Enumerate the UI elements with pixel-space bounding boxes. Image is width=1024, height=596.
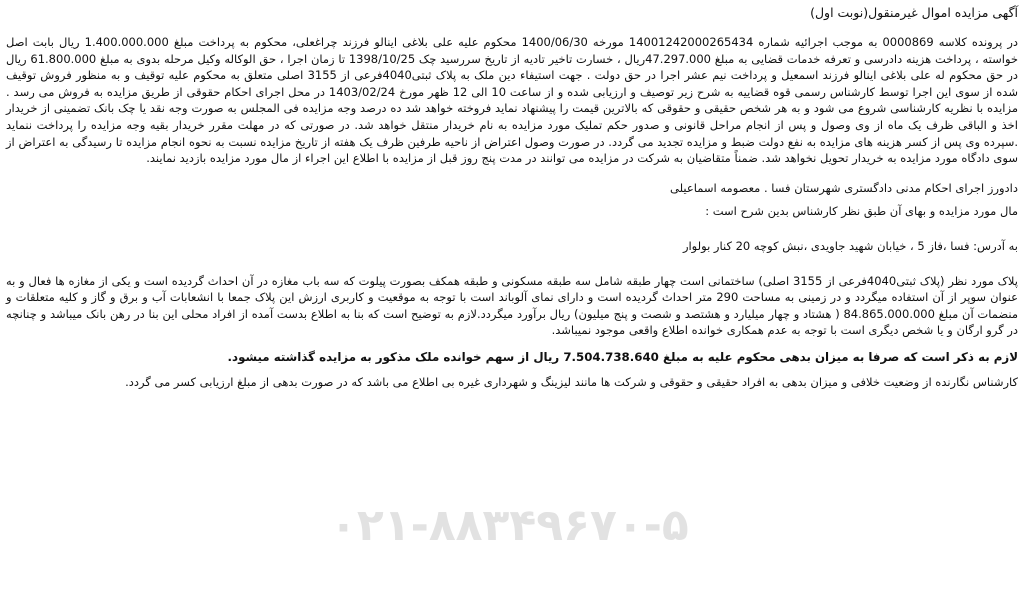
notice-main-paragraph: در پرونده کلاسه 0000869 به موجب اجرائیه شماره 14001242000265434 مورخه 1400/06/30 محکوم علیه علی بلاغی اینالو فرزند چراغعلی، محکوم به پرداخت مبلغ 1.400.000.000 ریال بابت اصل خواسته ، پرداخت هزینه دادرسی و تعرفه خدمات قضایی به مبلغ 47.297.000ریال ، خسارت تاخیر تادیه از تاریخ سررسید چک 1398/10/25 تا زمان اجرا ، حق الوکاله وکیل مرحله بدوی به مبلغ 61.800.000 ریال در حق محکوم له علی بلاغی اینالو فرزند اسمعیل و پرداخت نیم عشر اجرا در حق دولت . جهت استیفاء دین ملک به پلاک ثبتی4040فرعی از 3155 اصلی متعلق به محکوم علیه توقیف و به منظور فروش توقیف شده از سوی این اجرا توسط کارشناس رسمی قوه قضاییه به شرح زیر توصیف و ارزیابی شده و از ساعت 10 الی 12 ظهر مورخ 1403/02/24 در محل اجرای احکام حقوقی از طریق مزایده به فروش می رسد . مزایده با نظریه کارشناسی شروع می شود و به هر شخص حقیقی و حقوقی که بالاترین قیمت را پیشنهاد نماید فروخته خواهد شد ده درصد وجه مزایده فی المجلس به صورت وجه نقد یا چک بانک تضمینی از خریدار اخذ و الباقی ظرف یک ماه از وی وصول و پس از انجام مراحل قانونی و صدور حکم تملیک مورد مزایده به نام خریدار منتقل خواهد شد. در صورتی که در مهلت مقرر خریدار بقیه وجه مزایده را پرداخت ننماید .سپرده وی پس از کسر هزینه های مزایده به نفع دولت ضبط و مزایده تجدید می گردد. در صورت وصول اعتراض از ناحیه طرفین ظرف یک هفته از تاریخ مزایده نسبت به نحوه انجام مزایده تا رسیدگی به اعتراض از سوی دادگاه مورد مزایده به خریدار تحویل نخواهد شد. ضمناً متقاضیان به شرکت در مزایده می توانند در مدت پنج روز قبل از مزایده با اطلاع این اجراء از مال مورد مزایده بازدید نمایند. — [6, 35, 1019, 166]
notice-title: آگهی مزایده اموال غیرمنقول(نوبت اول) — [810, 5, 1018, 20]
phone-watermark: ۰۲۱-۸۸۳۴۹۶۷۰-۵ — [330, 500, 689, 551]
debt-share-note: لازم به ذکر است که صرفا به میزان بدهی محکوم علیه به مبلغ 7.504.738.640 ریال از سهم خوانده ملک مذکور به مزایده گذاشته میشود. — [227, 349, 1018, 364]
notice-content — [6, 4, 1018, 390]
property-subheading: مال مورد مزایده و بهای آن طبق نظر کارشناس بدین شرح است : — [705, 204, 1018, 219]
expert-disclaimer: کارشناس نگارنده از وضعیت خلافی و میزان بدهی به افراد حقیقی و حقوقی و شرکت ها مانند لیزینگ و شهرداری غیره بی اطلاع می باشد که در صورت بدهی از مبلغ ارزیابی کسر می گردد. — [125, 374, 1018, 389]
property-description: پلاک مورد نظر (پلاک ثبتی4040فرعی از 3155 اصلی) ساختمانی است چهار طبقه شامل سه طبقه مسکونی و طبقه همکف بصورت پیلوت که سه باب مغازه در آن احداث گردیده است و یکی از مغازه ها فعال و به عنوان سوپر از آن استفاده میگردد و در زمینی به مساحت 290 متر احداث گردیده است و دارای نمای آلوباند است با توجه به موقعیت و کاربری ارزش این پلاک جمعا با انشعابات آب و برق و گاز و کلیه متعلقات و منضمات آن مبلغ 84.865.000.000 ( هشتاد و چهار میلیارد و هشتصد و شصت و پنج میلیون) ریال برآورد میگردد.لازم به توضیح است که بنا به اطلاع بدست آمده از افراد محلی این بنا در رهن بانک میباشد و چنانچه در گرو ارگان و یا شخص دیگری است با توجه به عدم همکاری خوانده اطلاع واقعی موجود نمیباشد. — [6, 273, 1018, 338]
executor-signature-line: دادورز اجرای احکام مدنی دادگستری شهرستان فسا . معصومه اسماعیلی — [670, 180, 1018, 195]
property-address: به آدرس: فسا ،فاز 5 ، خیابان شهید جاویدی ،نبش کوچه 20 کنار بولوار — [682, 238, 1018, 253]
